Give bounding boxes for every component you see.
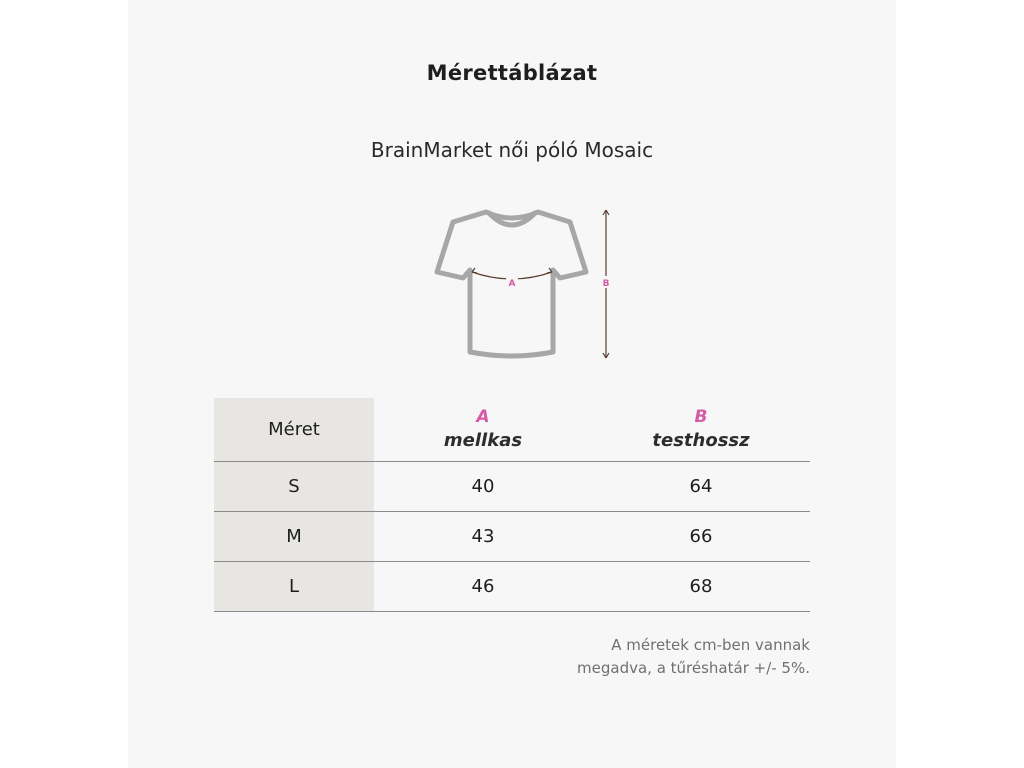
column-letter-b: B	[694, 406, 708, 427]
table-row	[214, 512, 810, 562]
table-row	[214, 562, 810, 612]
chest-label-a: A	[508, 279, 516, 289]
column-label-length: testhossz	[652, 429, 750, 451]
size-chart-canvas	[128, 0, 896, 768]
product-name: BrainMarket női póló Mosaic	[370, 138, 654, 162]
size-column-header: Méret	[214, 398, 374, 461]
column-label-chest: mellkas	[443, 429, 523, 451]
length-value: 66	[689, 526, 713, 547]
column-header-a	[374, 398, 592, 461]
table-row	[214, 462, 810, 512]
length-value: 64	[689, 476, 713, 497]
tshirt-diagram	[408, 198, 618, 368]
chest-value: 46	[471, 576, 495, 597]
table-header-row	[214, 398, 810, 462]
column-letter-a: A	[476, 406, 490, 427]
note-line-1: A méretek cm-ben vannak	[611, 636, 810, 654]
size-table	[214, 398, 810, 612]
note-line-2: megadva, a tűréshatár +/- 5%.	[577, 659, 810, 677]
size-cell: S	[214, 462, 374, 511]
chest-value: 40	[471, 476, 495, 497]
tolerance-note	[577, 634, 810, 680]
column-header-b	[592, 398, 810, 461]
length-label-b: B	[602, 279, 610, 289]
chest-value: 43	[471, 526, 495, 547]
size-cell: M	[214, 512, 374, 561]
length-value: 68	[689, 576, 713, 597]
size-cell: L	[214, 562, 374, 611]
page-title: Mérettáblázat	[426, 61, 598, 85]
